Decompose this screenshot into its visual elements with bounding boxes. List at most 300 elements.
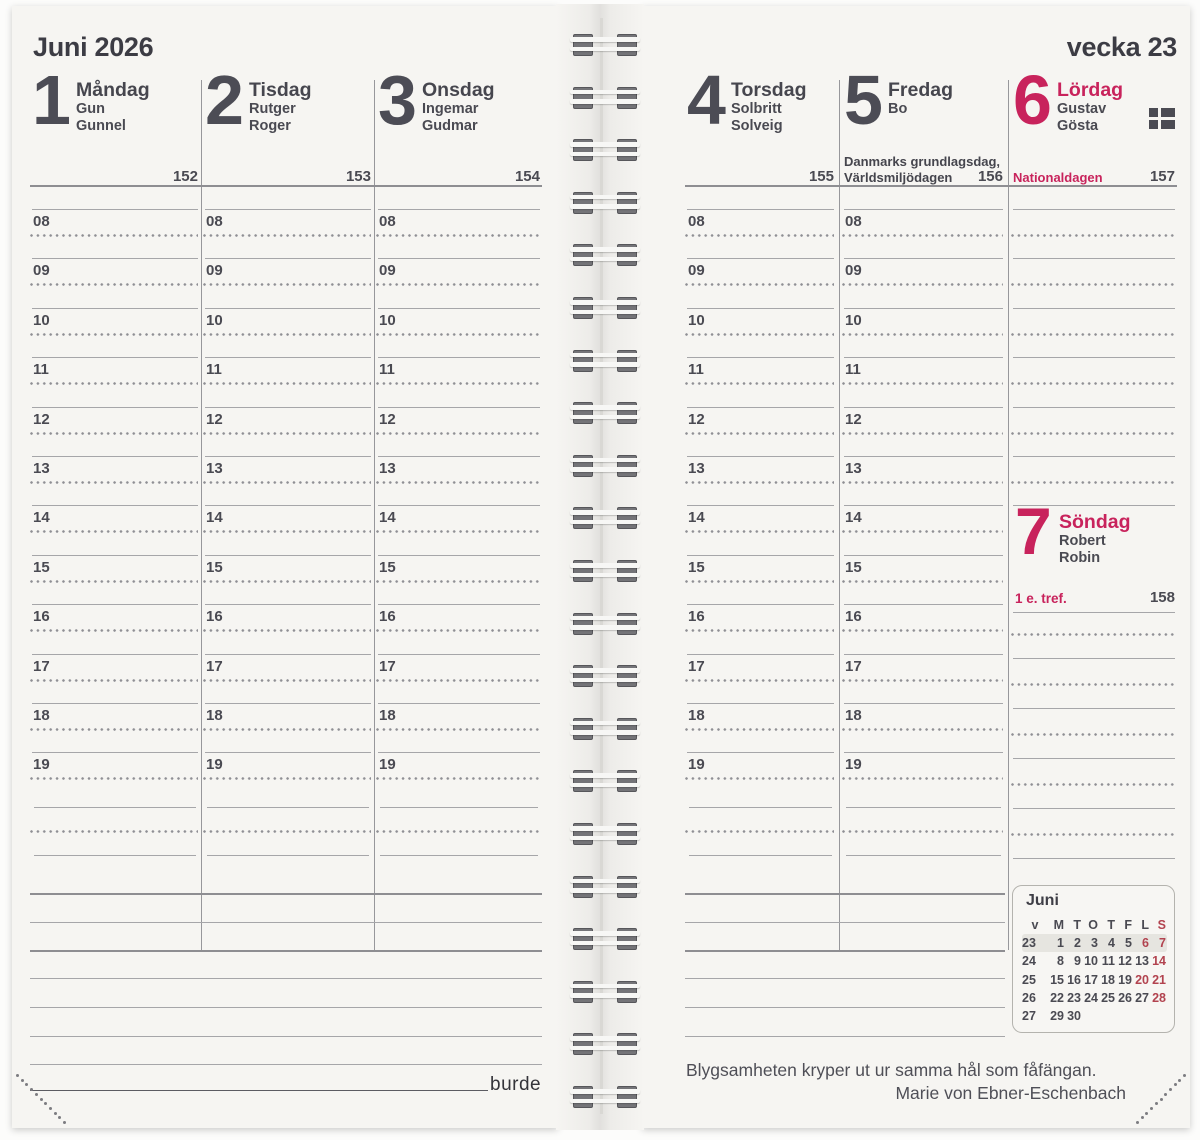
day-header-text bbox=[76, 80, 150, 134]
hour-label: 11 bbox=[379, 361, 395, 379]
week-number-label: vecka 23 bbox=[1066, 32, 1177, 62]
day-name: Tisdag bbox=[249, 79, 312, 101]
spiral-coil bbox=[570, 244, 640, 266]
hour-label: 08 bbox=[688, 213, 705, 230]
day-of-year: 154 bbox=[514, 168, 540, 185]
day-header bbox=[687, 61, 834, 144]
hour-label: 09 bbox=[688, 262, 705, 280]
hour-label: 08 bbox=[845, 213, 862, 230]
hour-label: 14 bbox=[688, 509, 705, 527]
minical-day: 3 bbox=[1091, 936, 1098, 951]
day-of-year: 155 bbox=[808, 168, 834, 185]
minical-header-cell: T bbox=[1107, 918, 1115, 933]
perforation-dot bbox=[16, 1074, 19, 1077]
day-subheader bbox=[687, 145, 834, 186]
rule-line bbox=[30, 950, 542, 952]
minical-day: 20 bbox=[1135, 972, 1149, 987]
minical-week-row bbox=[1022, 952, 1167, 970]
hour-label: 14 bbox=[845, 509, 862, 527]
day-number: 7 bbox=[1015, 494, 1050, 568]
hour-row bbox=[203, 209, 373, 258]
sunday-rows bbox=[1011, 619, 1177, 869]
spiral-coil bbox=[570, 823, 640, 845]
holiday-label bbox=[1013, 170, 1103, 186]
minical-header-cell: T bbox=[1073, 918, 1081, 933]
spiral-coil bbox=[570, 402, 640, 424]
day-number: 3 bbox=[378, 61, 415, 139]
holiday-label bbox=[844, 154, 1000, 185]
quote-author: Marie von Ebner-Eschenbach bbox=[895, 1083, 1126, 1103]
hour-row bbox=[842, 258, 1005, 307]
hour-label: 10 bbox=[688, 311, 705, 329]
day-column-saturday-sunday bbox=[1011, 61, 1177, 950]
blank-row bbox=[1011, 669, 1177, 719]
hour-label: 19 bbox=[206, 756, 223, 774]
hour-label: 18 bbox=[688, 706, 705, 724]
nameday: Solbritt bbox=[731, 101, 782, 117]
day-column-monday bbox=[30, 61, 200, 950]
hour-row bbox=[376, 604, 542, 653]
hour-label: 17 bbox=[206, 657, 223, 675]
hour-label: 12 bbox=[33, 410, 50, 428]
mini-calendar-grid bbox=[1022, 916, 1167, 1025]
day-name: Onsdag bbox=[422, 79, 495, 101]
perforation-dot bbox=[1169, 1088, 1172, 1091]
day-header bbox=[378, 61, 540, 144]
nameday: Gustav bbox=[1057, 101, 1107, 117]
hour-row bbox=[376, 555, 542, 604]
minical-day: 9 bbox=[1074, 954, 1081, 969]
day-name: Lördag bbox=[1057, 79, 1124, 101]
spiral-coil bbox=[570, 770, 640, 792]
spiral-coil bbox=[570, 981, 640, 1003]
hour-row bbox=[685, 308, 836, 357]
notes-line bbox=[30, 1007, 542, 1008]
hour-row bbox=[30, 456, 200, 505]
hour-row bbox=[685, 604, 836, 653]
spiral-coil bbox=[570, 928, 640, 950]
hour-row bbox=[30, 357, 200, 406]
hour-label: 15 bbox=[379, 558, 396, 576]
day-header bbox=[844, 61, 1003, 144]
saturday-rows bbox=[1011, 186, 1177, 505]
day-subheader bbox=[844, 145, 1003, 186]
hour-label: 19 bbox=[33, 756, 50, 774]
day-of-year: 152 bbox=[172, 168, 198, 185]
spiral-coil bbox=[570, 455, 640, 477]
notes-line bbox=[685, 1036, 1005, 1037]
day-of-year: 156 bbox=[977, 168, 1003, 185]
hour-label: 11 bbox=[688, 361, 704, 379]
flag-icon bbox=[1149, 108, 1175, 129]
hour-row bbox=[376, 407, 542, 456]
day-subheader bbox=[32, 145, 198, 186]
hour-row bbox=[203, 752, 373, 801]
holiday-line: Nationaldagen bbox=[1013, 169, 1103, 185]
day-header-text bbox=[249, 80, 312, 134]
day-name: Torsdag bbox=[731, 79, 807, 101]
day-header-text bbox=[422, 80, 495, 134]
minical-week-row bbox=[1022, 934, 1167, 952]
hour-row bbox=[203, 654, 373, 703]
quote-text: Blygsamheten kryper ut ur samma hål som fåfängan. bbox=[686, 1060, 1097, 1080]
hour-grid bbox=[376, 186, 542, 950]
hour-row bbox=[842, 654, 1005, 703]
spiral-coil bbox=[570, 350, 640, 372]
brand-logo: burde bbox=[490, 1074, 542, 1095]
rule-line bbox=[1013, 612, 1175, 613]
blank-row bbox=[1011, 308, 1177, 357]
hour-label: 13 bbox=[33, 459, 50, 477]
blank-row bbox=[1011, 619, 1177, 669]
day-header bbox=[32, 61, 198, 144]
hour-row bbox=[685, 357, 836, 406]
minical-day: 16 bbox=[1067, 972, 1081, 987]
day-subheader bbox=[205, 145, 371, 186]
minical-day: 15 bbox=[1050, 972, 1064, 987]
spiral-coil bbox=[570, 560, 640, 582]
column-divider bbox=[201, 80, 202, 950]
perforation-dot bbox=[40, 1098, 43, 1101]
hour-row bbox=[376, 654, 542, 703]
rule-line bbox=[685, 950, 1005, 952]
day-name: Fredag bbox=[888, 79, 954, 101]
perforation-dot bbox=[1160, 1098, 1163, 1101]
spiral-coil bbox=[570, 34, 640, 56]
hour-row bbox=[30, 604, 200, 653]
hour-label: 19 bbox=[379, 756, 396, 774]
hour-label: 18 bbox=[206, 706, 223, 724]
hour-row bbox=[685, 258, 836, 307]
hour-row bbox=[30, 654, 200, 703]
column-divider bbox=[374, 80, 375, 950]
notes-line bbox=[30, 1064, 542, 1065]
minical-week-row bbox=[1022, 971, 1167, 989]
hour-row bbox=[30, 308, 200, 357]
hour-label: 13 bbox=[845, 459, 862, 477]
spiral-coil bbox=[570, 139, 640, 161]
hour-label: 16 bbox=[33, 608, 50, 626]
nameday: Bo bbox=[888, 101, 908, 117]
hour-row bbox=[685, 555, 836, 604]
minical-day: 21 bbox=[1152, 972, 1166, 987]
day-subheader bbox=[378, 145, 540, 186]
hour-label: 11 bbox=[206, 361, 222, 379]
perforation-dot bbox=[1150, 1107, 1153, 1110]
day-number: 5 bbox=[844, 61, 881, 139]
hour-label: 17 bbox=[845, 657, 862, 675]
spiral-coil bbox=[570, 507, 640, 529]
hour-row bbox=[30, 505, 200, 554]
hour-row bbox=[203, 456, 373, 505]
nameday: Gun bbox=[76, 101, 105, 117]
hour-grid bbox=[685, 186, 836, 950]
hour-row bbox=[842, 308, 1005, 357]
day-number: 4 bbox=[687, 61, 724, 139]
minical-day: 1 bbox=[1057, 936, 1064, 951]
hour-row bbox=[685, 505, 836, 554]
hour-label: 10 bbox=[379, 311, 396, 329]
holiday-line: Världsmiljödagen bbox=[844, 169, 953, 185]
hour-row bbox=[842, 209, 1005, 258]
day-of-year: 157 bbox=[1149, 168, 1175, 185]
hour-row bbox=[376, 258, 542, 307]
blank-row bbox=[1011, 819, 1177, 869]
minical-day: 6 bbox=[1142, 936, 1149, 951]
nameday: Gösta bbox=[1057, 117, 1099, 134]
hour-label: 09 bbox=[33, 262, 50, 280]
hour-row bbox=[376, 357, 542, 406]
day-header bbox=[205, 61, 371, 144]
spiral-coil bbox=[570, 665, 640, 687]
hour-label: 12 bbox=[379, 410, 396, 428]
hour-label: 11 bbox=[33, 361, 49, 379]
day-number: 6 bbox=[1013, 61, 1050, 139]
day-column-wednesday bbox=[376, 61, 542, 950]
hour-label: 15 bbox=[688, 558, 705, 576]
hour-row bbox=[30, 555, 200, 604]
hour-row bbox=[203, 258, 373, 307]
hour-label: 09 bbox=[845, 262, 862, 280]
brand-rule bbox=[30, 1090, 488, 1091]
minical-day: 28 bbox=[1152, 990, 1166, 1005]
perforation-dot bbox=[49, 1107, 52, 1110]
spiral-coil bbox=[570, 718, 640, 740]
nameday: Gunnel bbox=[76, 117, 126, 134]
hour-row bbox=[842, 604, 1005, 653]
day-header-text bbox=[731, 80, 806, 134]
day-name: Måndag bbox=[76, 79, 150, 101]
minical-day: 7 bbox=[1159, 936, 1166, 951]
month-title: Juni 2026 bbox=[33, 32, 154, 62]
minical-day: 29 bbox=[1050, 1009, 1064, 1024]
hour-row bbox=[203, 555, 373, 604]
hour-row bbox=[376, 703, 542, 752]
hour-row bbox=[376, 505, 542, 554]
perforation-dot bbox=[1183, 1074, 1186, 1077]
column-divider bbox=[839, 80, 840, 950]
hour-row bbox=[203, 308, 373, 357]
minical-day: 25 bbox=[1101, 990, 1115, 1005]
day-header-text bbox=[1059, 512, 1131, 566]
hour-row bbox=[30, 209, 200, 258]
holiday-line: 1 e. tref. bbox=[1015, 590, 1067, 606]
minical-day: 18 bbox=[1101, 972, 1115, 987]
minical-week-number: 27 bbox=[1022, 1009, 1036, 1024]
minical-day: 12 bbox=[1118, 954, 1132, 969]
hour-label: 18 bbox=[845, 706, 862, 724]
hour-label: 11 bbox=[845, 361, 861, 379]
hour-label: 09 bbox=[379, 262, 396, 280]
hour-label: 09 bbox=[206, 262, 223, 280]
minical-day: 26 bbox=[1118, 990, 1132, 1005]
hour-label: 13 bbox=[379, 459, 396, 477]
hour-label: 17 bbox=[688, 657, 705, 675]
day-header bbox=[1013, 61, 1175, 144]
day-subheader bbox=[1013, 586, 1175, 606]
minical-header-cell: v bbox=[1031, 918, 1039, 933]
minical-week-number: 26 bbox=[1022, 990, 1036, 1005]
day-number: 1 bbox=[32, 61, 69, 139]
day-column-friday bbox=[842, 61, 1005, 950]
hour-label: 12 bbox=[206, 410, 223, 428]
hour-row bbox=[30, 258, 200, 307]
hour-row bbox=[685, 407, 836, 456]
hour-label: 15 bbox=[845, 558, 862, 576]
nameday: Ingemar bbox=[422, 101, 479, 117]
hour-label: 08 bbox=[33, 213, 50, 230]
hour-label: 17 bbox=[33, 657, 50, 675]
hour-row bbox=[376, 209, 542, 258]
minical-header-cell: O bbox=[1088, 918, 1098, 933]
minical-day: 23 bbox=[1067, 990, 1081, 1005]
minical-day: 4 bbox=[1108, 936, 1115, 951]
mini-month-calendar bbox=[1012, 885, 1175, 1033]
perforation-dot bbox=[1136, 1121, 1139, 1124]
day-of-year: 158 bbox=[1149, 589, 1175, 606]
day-subheader bbox=[1013, 145, 1175, 186]
hour-label: 14 bbox=[379, 509, 396, 527]
notes-line bbox=[30, 978, 542, 979]
hour-label: 16 bbox=[845, 608, 862, 626]
day-column-thursday bbox=[685, 61, 836, 950]
hour-label: 10 bbox=[845, 311, 862, 329]
hour-label: 16 bbox=[206, 608, 223, 626]
quote-block bbox=[686, 1059, 1126, 1105]
perforation-dot bbox=[1164, 1093, 1167, 1096]
minical-day: 27 bbox=[1135, 990, 1149, 1005]
perforation-dot bbox=[54, 1112, 57, 1115]
minical-day: 24 bbox=[1084, 990, 1098, 1005]
hour-label: 10 bbox=[33, 311, 50, 329]
hour-row bbox=[842, 456, 1005, 505]
minical-week-number: 24 bbox=[1022, 954, 1036, 969]
perforation-dot bbox=[63, 1121, 66, 1124]
minical-day: 13 bbox=[1135, 954, 1149, 969]
column-divider bbox=[1008, 80, 1009, 950]
hour-label: 13 bbox=[206, 459, 223, 477]
day-of-year: 153 bbox=[345, 168, 371, 185]
nameday: Robin bbox=[1059, 549, 1101, 566]
spiral-coil bbox=[570, 1033, 640, 1055]
hour-label: 17 bbox=[379, 657, 396, 675]
hour-row bbox=[685, 703, 836, 752]
nameday: Gudmar bbox=[422, 117, 478, 134]
hour-grid bbox=[30, 186, 200, 950]
hour-label: 16 bbox=[379, 608, 396, 626]
perforation-dot bbox=[21, 1079, 24, 1082]
minical-week-row bbox=[1022, 1007, 1167, 1025]
hour-label: 19 bbox=[845, 756, 862, 774]
minical-day: 19 bbox=[1118, 972, 1132, 987]
minical-day: 5 bbox=[1125, 936, 1132, 951]
hour-row bbox=[842, 752, 1005, 801]
hour-row bbox=[376, 456, 542, 505]
notes-line bbox=[30, 1036, 542, 1037]
hour-label: 18 bbox=[33, 706, 50, 724]
hour-row bbox=[203, 703, 373, 752]
minical-week-row bbox=[1022, 989, 1167, 1007]
notes-line bbox=[685, 978, 1005, 979]
hour-grid bbox=[842, 186, 1005, 950]
minical-day: 10 bbox=[1084, 954, 1098, 969]
hour-grid bbox=[203, 186, 373, 950]
hour-row bbox=[203, 357, 373, 406]
notes-line bbox=[685, 1007, 1005, 1008]
hour-label: 08 bbox=[379, 213, 396, 230]
hour-row bbox=[842, 505, 1005, 554]
spiral-coil bbox=[570, 876, 640, 898]
nameday: Roger bbox=[249, 117, 291, 134]
perforation-dot bbox=[1155, 1102, 1158, 1105]
blank-row bbox=[1011, 719, 1177, 769]
spiral-coil bbox=[570, 192, 640, 214]
day-header-text bbox=[888, 80, 953, 118]
minical-day: 2 bbox=[1074, 936, 1081, 951]
spiral-coil bbox=[570, 297, 640, 319]
spiral-coil bbox=[570, 1086, 640, 1108]
hour-label: 14 bbox=[33, 509, 50, 527]
hour-row bbox=[203, 604, 373, 653]
hour-row bbox=[842, 357, 1005, 406]
minical-header-cell: F bbox=[1124, 918, 1132, 933]
minical-header-cell: M bbox=[1053, 918, 1064, 933]
hour-label: 10 bbox=[206, 311, 223, 329]
saturday-sunday-grid bbox=[1011, 186, 1177, 950]
nameday: Solveig bbox=[731, 117, 783, 134]
day-name: Söndag bbox=[1059, 511, 1131, 533]
mini-calendar-title: Juni bbox=[1026, 892, 1059, 909]
hour-row bbox=[685, 752, 836, 801]
hour-row bbox=[203, 407, 373, 456]
day-number: 2 bbox=[205, 61, 242, 139]
hour-row bbox=[376, 752, 542, 801]
blank-row bbox=[1011, 769, 1177, 819]
minical-day: 30 bbox=[1067, 1009, 1081, 1024]
minical-day: 17 bbox=[1084, 972, 1098, 987]
minical-day: 14 bbox=[1152, 954, 1166, 969]
hour-row bbox=[30, 752, 200, 801]
hour-row bbox=[842, 703, 1005, 752]
minical-week-number: 23 bbox=[1022, 936, 1036, 951]
minical-day: 8 bbox=[1057, 954, 1064, 969]
minical-week-number: 25 bbox=[1022, 972, 1036, 987]
hour-row bbox=[842, 407, 1005, 456]
minical-day: 11 bbox=[1101, 954, 1115, 969]
hour-label: 08 bbox=[206, 213, 223, 230]
holiday-line: Danmarks grundlagsdag, bbox=[844, 154, 1001, 169]
hour-label: 16 bbox=[688, 608, 705, 626]
spiral-coil bbox=[570, 87, 640, 109]
nameday: Rutger bbox=[249, 101, 296, 117]
hour-row bbox=[203, 505, 373, 554]
hour-label: 18 bbox=[379, 706, 396, 724]
minical-header-cell: S bbox=[1157, 918, 1166, 933]
day-column-tuesday bbox=[203, 61, 373, 950]
hour-label: 12 bbox=[845, 410, 862, 428]
day-header-text bbox=[1057, 80, 1123, 134]
blank-row bbox=[1011, 209, 1177, 258]
hour-row bbox=[30, 703, 200, 752]
nameday: Robert bbox=[1059, 533, 1106, 549]
minical-header-cell: L bbox=[1141, 918, 1149, 933]
hour-row bbox=[685, 209, 836, 258]
hour-label: 15 bbox=[206, 558, 223, 576]
blank-row bbox=[1011, 258, 1177, 307]
hour-row bbox=[30, 407, 200, 456]
minical-day: 22 bbox=[1050, 990, 1064, 1005]
hour-label: 13 bbox=[688, 459, 705, 477]
